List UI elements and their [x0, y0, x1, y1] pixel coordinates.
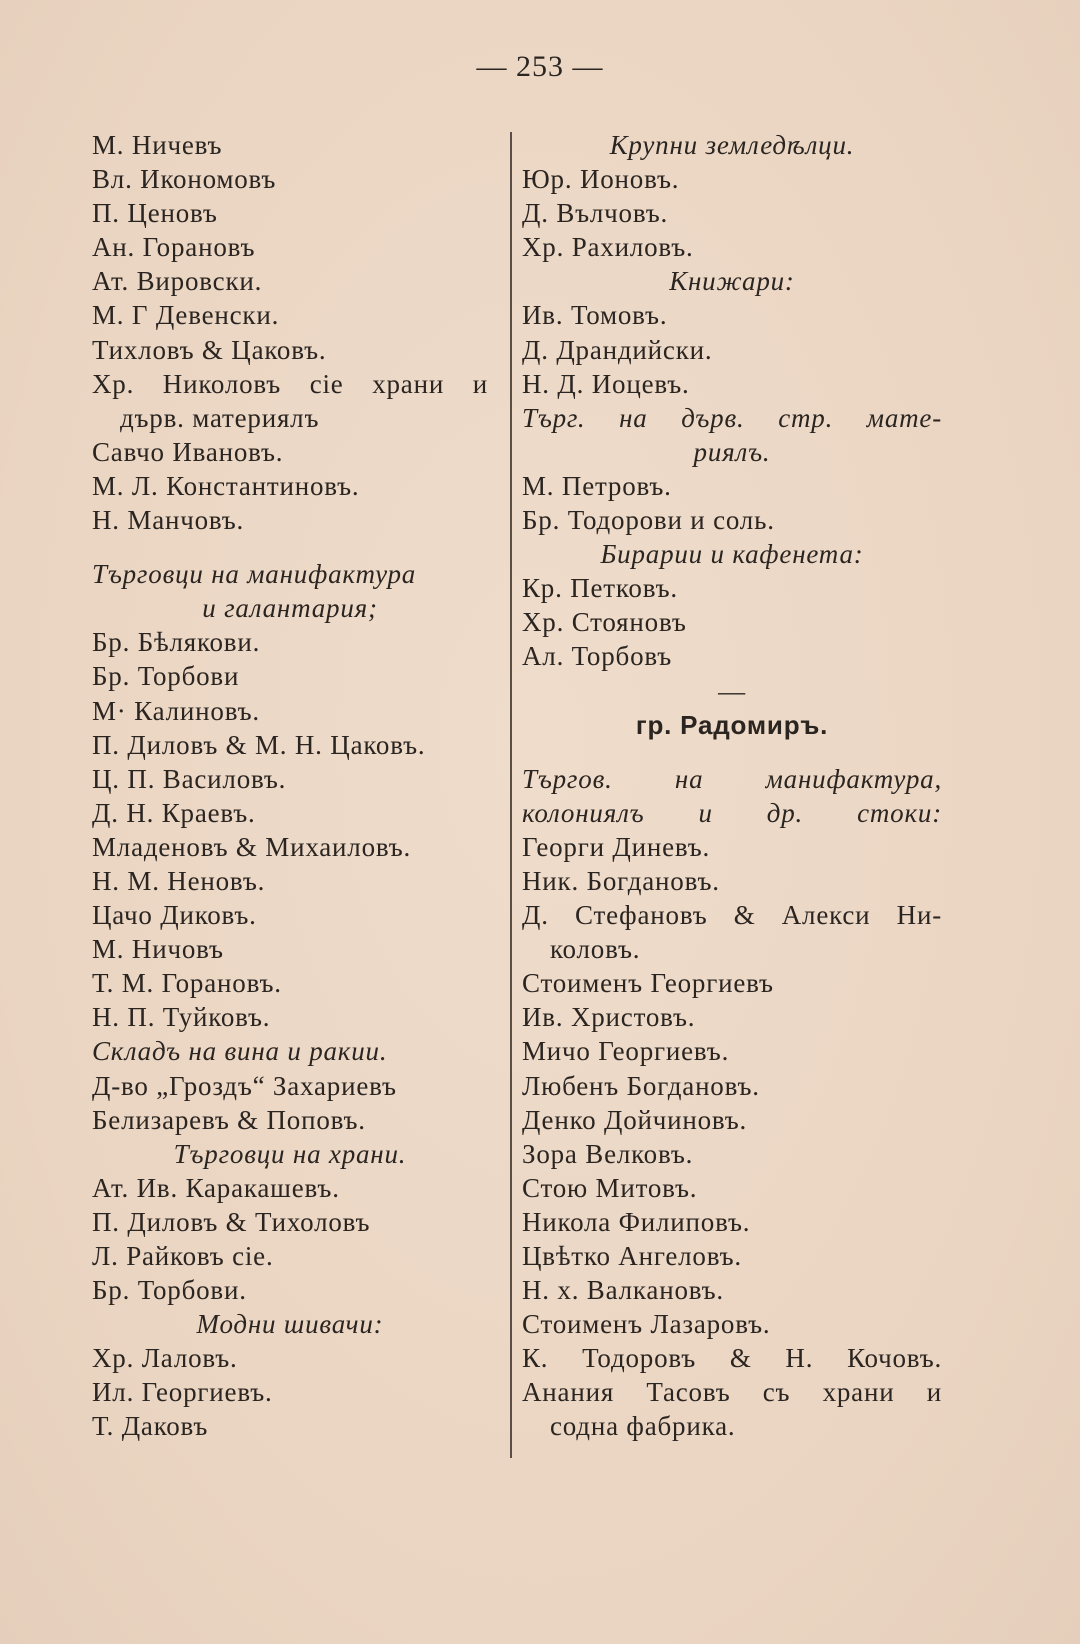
section-heading: и галантария; [202, 593, 378, 624]
list-entry: Ан. Горановъ [92, 232, 256, 263]
list-entry: Георги Диневъ. [522, 831, 711, 862]
section-heading: Търговци на манифактура [92, 559, 417, 590]
list-entry: Н. х. Валкановъ. [522, 1275, 724, 1306]
section-heading: Модни шивачи: [196, 1309, 384, 1340]
list-entry: Тихловъ & Цаковъ. [92, 334, 327, 365]
list-entry: Любенъ Богдановъ. [522, 1070, 760, 1101]
list-entry: Мичо Георгиевъ. [522, 1036, 730, 1067]
list-entry: Бр. Торбови [92, 661, 240, 692]
list-entry: — [718, 675, 746, 706]
list-entry: Цвѣтко Ангеловъ. [522, 1241, 742, 1271]
list-entry: Ат. Ив. Каракашевъ. [92, 1172, 340, 1203]
list-entry: Бр. Тодорови и соль. [522, 505, 775, 536]
list-entry: П. Ценовъ [92, 198, 218, 229]
list-entry: Денко Дойчиновъ. [522, 1104, 748, 1135]
list-entry: П. Диловъ & М. Н. Цаковъ. [92, 729, 426, 760]
list-entry: Стоименъ Лазаровъ. [522, 1309, 771, 1340]
list-entry: коловъ. [550, 934, 641, 965]
list-entry: Стоименъ Георгиевъ [522, 968, 774, 999]
list-entry: М. Л. Константиновъ. [92, 470, 360, 501]
list-entry: Д. Вълчовъ. [522, 198, 669, 229]
list-entry: Ил. Георгиевъ. [92, 1377, 273, 1408]
list-entry: Н. М. Неновъ. [92, 865, 266, 896]
section-heading: Бирарии и кафенета: [600, 539, 864, 570]
list-entry: Т. М. Горановъ. [92, 968, 282, 999]
list-entry: Д-во „Гроздъ“ Захариевъ [92, 1070, 397, 1101]
section-heading: Книжари: [669, 266, 795, 297]
section-heading: риялъ. [693, 436, 771, 467]
list-entry: Савчо Ивановъ. [92, 436, 284, 467]
list-entry: М. Ничовъ [92, 934, 224, 965]
list-entry: Т. Даковъ [92, 1411, 209, 1442]
list-entry: Ив. Томовъ. [522, 300, 668, 331]
list-entry: Ц. П. Василовъ. [92, 763, 287, 794]
section-heading: Складъ на вина и ракии. [92, 1036, 388, 1067]
list-entry: Н. Д. Иоцевъ. [522, 368, 690, 399]
list-entry: М. Г Девенски. [92, 300, 280, 331]
list-entry: Юр. Ионовъ. [522, 164, 680, 195]
list-entry: Ал. Торбовъ [522, 641, 673, 672]
list-entry: К. Тодоровъ & Н. Кочовъ. [522, 1343, 942, 1374]
list-entry: М. Ничевъ [92, 130, 223, 160]
list-entry: Н. Манчовъ. [92, 505, 245, 536]
list-entry: Вл. Икономовъ [92, 164, 277, 195]
page-number: — 253 — [476, 50, 604, 83]
section-heading: Крупни земледѣлци. [609, 130, 855, 160]
column-divider [510, 132, 512, 1458]
section-heading: колониялъ и др. стоки: [522, 797, 942, 828]
list-entry: Л. Райковъ сіе. [92, 1241, 274, 1271]
list-entry: дърв. материялъ [120, 402, 320, 433]
list-entry: Белизаревъ & Поповъ. [92, 1104, 366, 1135]
list-entry: П. Диловъ & Тихоловъ [92, 1206, 371, 1237]
list-entry: Д. Стефановъ & Алекси Ни- [522, 900, 942, 931]
list-entry: Зора Велковъ. [522, 1138, 694, 1169]
section-heading: гр. Радомиръ. [635, 709, 829, 740]
list-entry: М· Калиновъ. [92, 695, 260, 726]
list-entry: содна фабрика. [550, 1411, 736, 1442]
list-entry: Ник. Богдановъ. [522, 865, 720, 896]
list-entry: Хр. Рахиловъ. [522, 232, 694, 263]
section-heading: Търг. на дърв. стр. мате- [522, 402, 942, 433]
list-entry: Н. П. Туйковъ. [92, 1002, 271, 1033]
list-entry: Хр. Лаловъ. [92, 1343, 238, 1374]
list-entry: Цачо Диковъ. [92, 900, 257, 931]
list-entry: Стою Митовъ. [522, 1172, 698, 1203]
list-entry: Младеновъ & Михаиловъ. [92, 831, 412, 862]
list-entry: Д. Н. Краевъ. [92, 797, 256, 828]
list-entry: Бр. Бѣлякови. [92, 627, 261, 658]
list-entry: Хр. Николовъ сіе храни и [92, 368, 488, 399]
section-heading: Търговци на храни. [173, 1138, 407, 1169]
list-entry: Кр. Петковъ. [522, 573, 678, 604]
section-heading: Търгов. на манифактура, [522, 763, 942, 794]
list-entry: Д. Драндийски. [522, 334, 713, 365]
left-column [92, 128, 488, 1444]
list-entry: Анания Тасовъ съ храни и [522, 1377, 942, 1408]
list-entry: Ив. Христовъ. [522, 1002, 696, 1033]
right-column [522, 128, 942, 1444]
list-entry: Ат. Вировски. [92, 266, 263, 297]
list-entry: Бр. Торбови. [92, 1275, 247, 1306]
list-entry: М. Петровъ. [522, 470, 672, 501]
list-entry: Никола Филиповъ. [522, 1206, 751, 1237]
list-entry: Хр. Стояновъ [522, 607, 687, 638]
